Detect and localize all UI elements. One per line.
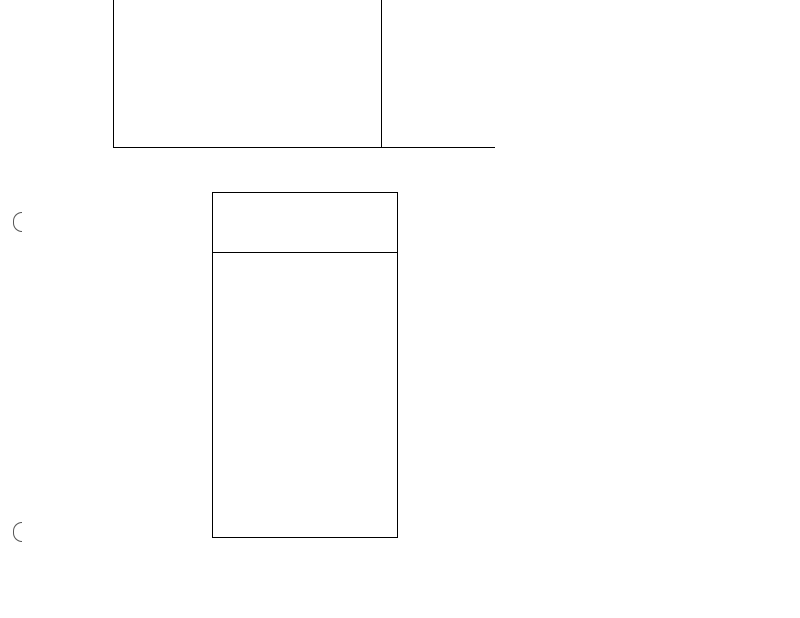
top-border	[212, 192, 398, 193]
binder-hole-mark	[13, 522, 22, 542]
left-border	[212, 192, 213, 538]
column-divider	[381, 0, 382, 148]
left-border	[113, 0, 114, 148]
bottom-border	[212, 537, 398, 538]
right-border	[397, 192, 398, 538]
binder-hole-mark	[13, 212, 22, 232]
bottom-border	[113, 147, 495, 148]
header-separator	[212, 252, 398, 253]
